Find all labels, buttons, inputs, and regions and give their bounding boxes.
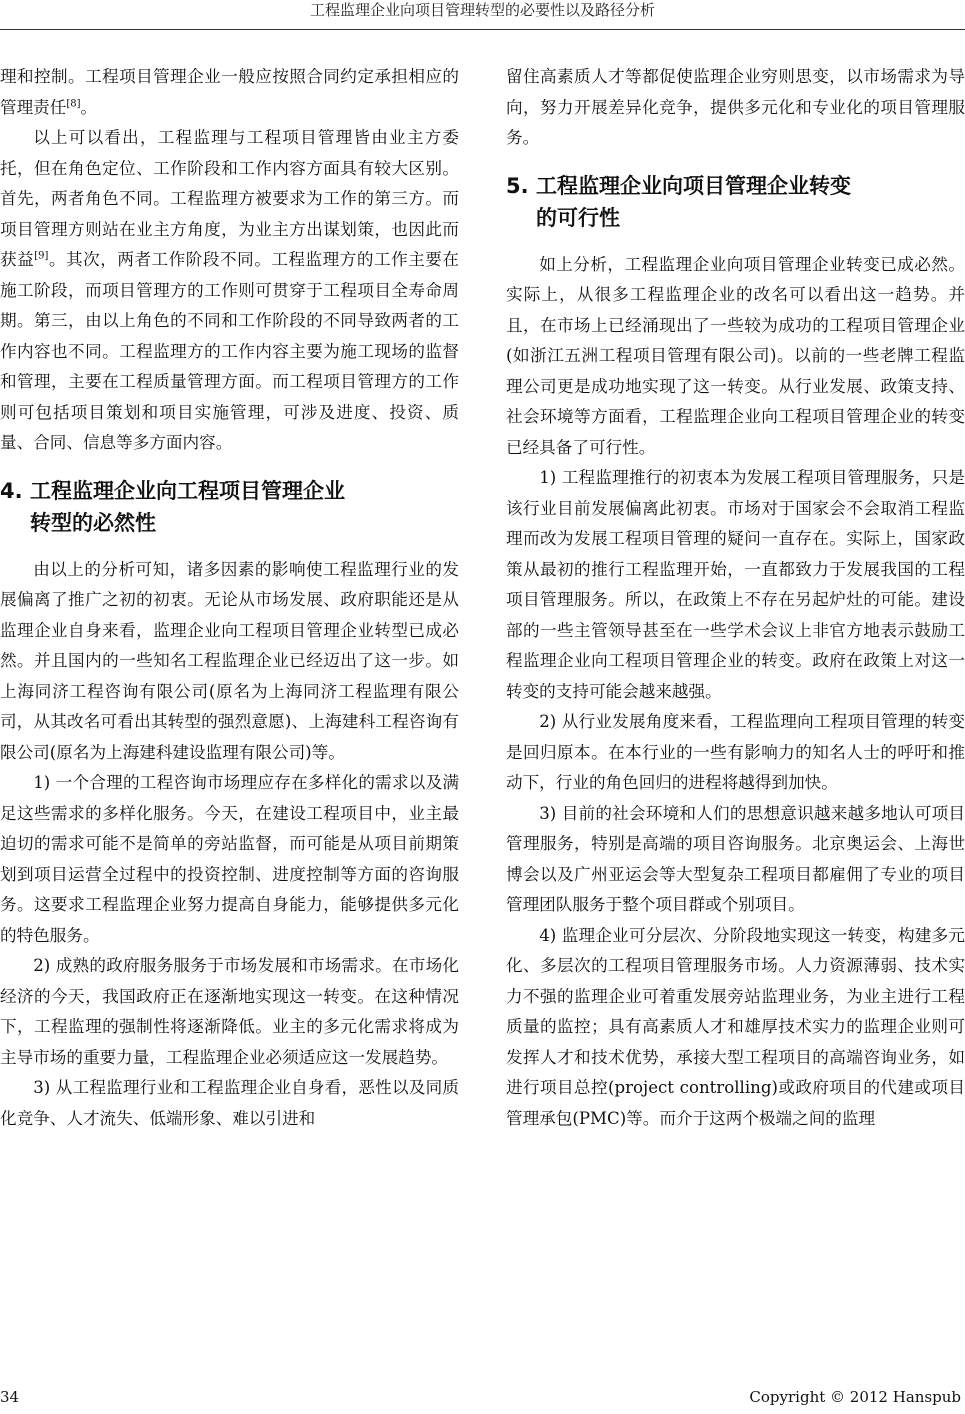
section-heading-5 xyxy=(506,170,965,234)
list-item: 2) 从行业发展角度来看，工程监理向工程项目管理的转变是回归原本。在本行业的一些有影响力的知名人士的呼吁和推动下，行业的角色回归的进程将越得到加快。 xyxy=(506,712,965,792)
paragraph: 留住高素质人才等都促使监理企业穷则思变，以市场需求为导向，努力开展差异化竞争，提供多元化和专业化的项目管理服务。 xyxy=(506,67,965,147)
left-column xyxy=(0,62,459,1134)
citation-ref[interactable]: [9] xyxy=(34,250,49,262)
list-item: 1) 工程监理推行的初衷本为发展工程项目管理服务，只是该行业目前发展偏离此初衷。市场对于国家会不会取消工程监理而改为发展工程项目管理的疑问一直存在。实际上，国家政策从最初的推行工程监理开始，一直都致力于发展我国的工程项目管理服务。所以，在政策上不存在另起炉灶的可能。建设部的一些主管领导甚至在一些学术会议上非官方地表示鼓励工程监理企业向工程项目管理企业的转变。政府在政策上对这一转变的支持可能会越来越强。 xyxy=(506,468,965,701)
section-title-line2: 转型的必然性 xyxy=(30,510,156,535)
paragraph: 如上分析，工程监理企业向项目管理企业转变已成必然。实际上，从很多工程监理企业的改名可以看出这一趋势。并且，在市场上已经涌现出了一些较为成功的工程项目管理企业(如浙江五洲工程项目管理有限公司)。以前的一些老牌工程监理公司更是成功地实现了这一转变。从行业发展、政策支持、社会环境等方面看，工程监理企业向工程项目管理企业的转变已经具备了可行性。 xyxy=(506,254,965,457)
running-header: 工程监理企业向项目管理转型的必要性以及路径分析 xyxy=(309,1,655,19)
list-item: 3) 从工程监理行业和工程监理企业自身看，恶性以及同质化竞争、人才流失、低端形象、难以引进和 xyxy=(0,1078,459,1128)
section-title-line1: 工程监理企业向项目管理企业转变 xyxy=(536,173,851,198)
list-item: 1) 一个合理的工程咨询市场理应存在多样化的需求以及满足这些需求的多样化服务。今天，在建设工程项目中，业主最迫切的需求可能不是简单的旁站监督，而可能是从项目前期策划到项目运营全过程中的投资控制、进度控制等方面的咨询服务。这要求工程监理企业努力提高自身能力，能够提供多元化的特色服务。 xyxy=(0,773,459,945)
section-number: 5. xyxy=(506,173,529,198)
right-column xyxy=(506,62,965,1134)
paragraph: 以上可以看出，工程监理与工程项目管理皆由业主方委托，但在角色定位、工作阶段和工作内容方面具有较大区别。首先，两者角色不同。工程监理方被要求为工作的第三方。而项目管理方则站在业主方角度，为业主方出谋划策，也因此而获益[9]。其次，两者工作阶段不同。工程监理方的工作主要在施工阶段，而项目管理方的工作则可贯穿于工程项目全寿命周期。第三，由以上角色的不同和工作阶段的不同导致两者的工作内容也不同。工程监理方的工作内容主要为施工现场的监督和管理，主要在工程质量管理方面。而工程项目管理方的工作则可包括项目策划和项目实施管理，可涉及进度、投资、质量、合同、信息等多方面内容。 xyxy=(0,128,459,452)
paragraph: 理和控制。工程项目管理企业一般应按照合同约定承担相应的管理责任[8]。 xyxy=(0,67,459,117)
section-number: 4. xyxy=(0,478,23,503)
list-item: 2) 成熟的政府服务服务于市场发展和市场需求。在市场化经济的今天，我国政府正在逐渐地实现这一转变。在这种情况下，工程监理的强制性将逐渐降低。业主的多元化需求将成为主导市场的重要力量，工程监理企业必须适应这一发展趋势。 xyxy=(0,956,459,1067)
list-item: 3) 目前的社会环境和人们的思想意识越来越多地认可项目管理服务，特别是高端的项目咨询服务。北京奥运会、上海世博会以及广州亚运会等大型复杂工程项目都雇佣了专业的项目管理团队服务于整个项目群或个别项目。 xyxy=(506,803,965,914)
section-title-line2: 的可行性 xyxy=(536,205,620,230)
page-footer xyxy=(0,1384,965,1410)
section-heading-4 xyxy=(0,475,459,539)
section-title-line1: 工程监理企业向工程项目管理企业 xyxy=(30,478,345,503)
copyright-notice: Copyright © 2012 Hanspub xyxy=(749,1388,961,1406)
paragraph: 由以上的分析可知，诸多因素的影响使工程监理行业的发展偏离了推广之初的初衷。无论从市场发展、政府职能还是从监理企业自身来看，监理企业向工程项目管理企业转型已成必然。并且国内的一些知名工程监理企业已经迈出了这一步。如上海同济工程咨询有限公司(原名为上海同济工程监理有限公司，从其改名可看出其转型的强烈意愿)、上海建科工程咨询有限公司(原名为上海建科建设监理有限公司)等。 xyxy=(0,559,459,762)
citation-ref[interactable]: [8] xyxy=(66,97,81,109)
header-rule xyxy=(0,29,965,30)
list-item: 4) 监理企业可分层次、分阶段地实现这一转变，构建多元化、多层次的工程项目管理服务市场。人力资源薄弱、技术实力不强的监理企业可着重发展旁站监理业务，为业主进行工程质量的监控；具有高素质人才和雄厚技术实力的监理企业则可发挥人才和技术优势，承接大型工程项目的高端咨询业务，如进行项目总控(project controlling)或政府项目的代建或项目管理承包(PMC)等。而介于这两个极端之间的监理 xyxy=(506,925,965,1128)
page-number: 34 xyxy=(0,1388,20,1406)
